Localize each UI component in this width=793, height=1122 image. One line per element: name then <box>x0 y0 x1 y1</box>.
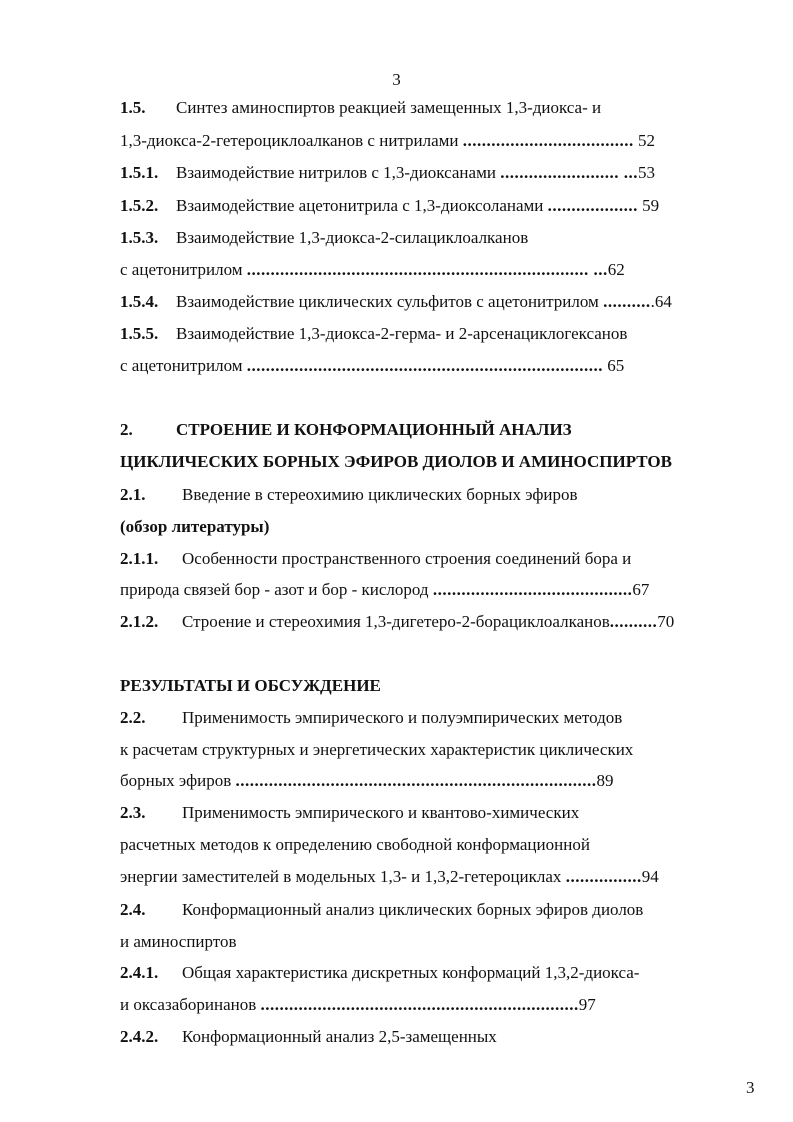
toc-entry <box>120 932 237 952</box>
leader-dots: ........................................................................... <box>246 356 604 375</box>
toc-entry <box>120 708 622 728</box>
section-number: 1.5.4. <box>120 292 159 311</box>
entry-text: СТРОЕНИЕ И КОНФОРМАЦИОННЫЙ АНАЛИЗ <box>176 420 572 439</box>
toc-entry <box>120 963 639 983</box>
toc-entry <box>120 228 528 248</box>
toc-entry <box>120 324 627 344</box>
entry-text: Применимость эмпирического и полуэмпирических методов <box>182 708 623 727</box>
leader-dots: ........................................................................ ... <box>246 260 608 279</box>
toc-entry <box>120 98 601 118</box>
entry-text: 1,3-диокса-2-гетероциклоалканов с нитрилами <box>120 131 463 150</box>
toc-entry <box>120 163 655 183</box>
toc-entry <box>120 260 625 280</box>
toc-entry <box>120 771 614 791</box>
leader-dots: ......................... ... <box>500 163 638 182</box>
section-number: 2.4.2. <box>120 1027 159 1046</box>
section-number: 2.3. <box>120 803 146 822</box>
toc-entry <box>120 867 659 887</box>
leader-dots: .......................................... <box>432 580 633 599</box>
section-number: 1.5.5. <box>120 324 159 343</box>
entry-text: Конформационный анализ циклических борных эфиров диолов <box>182 900 644 919</box>
section-number: 1.5.1. <box>120 163 159 182</box>
toc-entry <box>120 580 649 600</box>
section-number: 1.5. <box>120 98 146 117</box>
leader-dots: ................ <box>565 867 642 886</box>
page-ref: 97 <box>578 995 596 1014</box>
page-ref: 67 <box>632 580 650 599</box>
entry-text: Взаимодействие 1,3-диокса-2-силациклоалканов <box>176 228 529 247</box>
section-number: 2. <box>120 420 133 439</box>
results-heading <box>120 676 381 696</box>
entry-text: Применимость эмпирического и квантово-химических <box>182 803 580 822</box>
entry-text: и аминоспиртов <box>120 932 237 951</box>
entry-text: Взаимодействие нитрилов с 1,3-диоксанами <box>176 163 501 182</box>
page-ref: .64 <box>650 292 672 311</box>
toc-entry <box>120 1027 497 1047</box>
entry-text: Строение и стереохимия 1,3-дигетеро-2-борациклоалканов <box>182 612 610 631</box>
toc-entry <box>120 131 655 151</box>
toc-entry <box>120 995 596 1015</box>
leader-dots: .......... <box>609 612 658 631</box>
toc-entry <box>120 517 269 537</box>
page-ref: 62 <box>607 260 625 279</box>
toc-entry <box>120 900 643 920</box>
page-ref: 70 <box>657 612 675 631</box>
section-number: 2.1.1. <box>120 549 159 568</box>
leader-dots: ................... <box>547 196 638 215</box>
page-number-top: 3 <box>392 70 401 89</box>
page-number-bottom: 3 <box>746 1078 755 1097</box>
page-ref: 65 <box>603 356 625 375</box>
page-ref: 59 <box>637 196 660 215</box>
chapter-heading <box>120 452 672 472</box>
entry-text: Конформационный анализ 2,5-замещенных <box>182 1027 497 1046</box>
section-number: 2.1.2. <box>120 612 159 631</box>
entry-text: (обзор литературы) <box>120 517 270 536</box>
toc-entry <box>120 549 631 569</box>
entry-text: Взаимодействие 1,3-диокса-2-герма- и 2-арсенациклогексанов <box>176 324 628 343</box>
section-number: 1.5.3. <box>120 228 159 247</box>
section-number: 2.1. <box>120 485 146 504</box>
leader-dots: .................................... <box>462 131 634 150</box>
entry-text: с ацетонитрилом <box>120 260 247 279</box>
entry-text: борных эфиров <box>120 771 236 790</box>
entry-text: природа связей бор - азот и бор - кислород <box>120 580 433 599</box>
section-number: 2.4.1. <box>120 963 159 982</box>
page-ref: 53 <box>637 163 655 182</box>
section-number: 2.4. <box>120 900 146 919</box>
page-ref: 94 <box>641 867 659 886</box>
leader-dots: ............................................................................ <box>235 771 597 790</box>
toc-entry <box>120 835 590 855</box>
entry-text: Введение в стереохимию циклических борных эфиров <box>182 485 578 504</box>
section-number: 1.5.2. <box>120 196 159 215</box>
entry-text: Особенности пространственного строения соединений бора и <box>182 549 632 568</box>
section-number: 2.2. <box>120 708 146 727</box>
entry-text: Синтез аминоспиртов реакцией замещенных 1,3-диокса- и <box>176 98 602 117</box>
entry-text: с ацетонитрилом <box>120 356 247 375</box>
toc-entry <box>120 612 674 632</box>
chapter-heading <box>120 420 572 440</box>
leader-dots: .......... <box>603 292 651 311</box>
page-ref: 52 <box>633 131 656 150</box>
entry-text: РЕЗУЛЬТАТЫ И ОБСУЖДЕНИЕ <box>120 676 381 695</box>
entry-text: Взаимодействие ацетонитрила с 1,3-диоксоланами <box>176 196 548 215</box>
entry-text: энергии заместителей в модельных 1,3- и 1,3,2-гетероциклах <box>120 867 566 886</box>
toc-entry <box>120 485 578 505</box>
toc-entry <box>120 292 672 312</box>
entry-text: Общая характеристика дискретных конформаций 1,3,2-диокса- <box>182 963 640 982</box>
toc-entry <box>120 196 659 216</box>
entry-text: ЦИКЛИЧЕСКИХ БОРНЫХ ЭФИРОВ ДИОЛОВ И АМИНОСПИРТОВ <box>120 452 672 471</box>
leader-dots: ................................................................... <box>260 995 579 1014</box>
entry-text: к расчетам структурных и энергетических характеристик циклических <box>120 740 634 759</box>
toc-entry <box>120 740 633 760</box>
entry-text: расчетных методов к определению свободной конформационной <box>120 835 590 854</box>
entry-text: и оксазаборинанов <box>120 995 261 1014</box>
toc-entry <box>120 356 624 376</box>
entry-text: Взаимодействие циклических сульфитов с ацетонитрилом <box>176 292 604 311</box>
page-ref: 89 <box>596 771 614 790</box>
toc-entry <box>120 803 579 823</box>
